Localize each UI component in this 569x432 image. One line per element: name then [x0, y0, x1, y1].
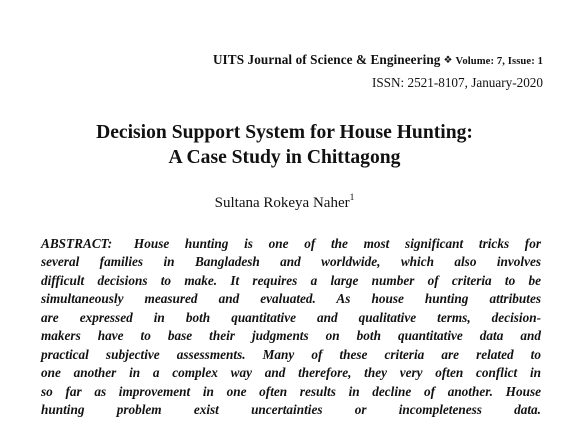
journal-header: [213, 52, 543, 68]
paper-title-line-2: A Case Study in Chittagong: [168, 147, 401, 168]
abstract-line: makers have to base their judgments on both quantitative data and: [41, 328, 541, 344]
affiliation-mark: 1: [349, 193, 355, 203]
abstract-line: simultaneously measured and evaluated. As house hunting attributes: [41, 291, 541, 307]
issn-date: ISSN: 2521-8107, January-2020: [371, 75, 543, 90]
abstract: [41, 235, 541, 420]
author: [0, 195, 569, 212]
paper-title: [0, 120, 569, 170]
abstract-label: ABSTRACT:: [41, 236, 113, 251]
journal-name: UITS Journal of Science & Engineering: [212, 52, 441, 67]
abstract-line: are expressed in both quantitative and qualitative terms, decision-: [41, 309, 541, 325]
abstract-line: hunting problem exist uncertainties or incompleteness data.: [41, 402, 541, 418]
abstract-line: several families in Bangladesh and worldwide, which also involves: [41, 254, 541, 270]
abstract-line: so far as improvement in one often results in decline of another. House: [41, 383, 541, 399]
abstract-line: [41, 235, 541, 253]
abstract-line: practical subjective assessments. Many of these criteria are related to: [41, 346, 541, 362]
volume-issue: Volume: 7, Issue: 1: [455, 56, 543, 67]
diamond-separator-icon: ❖: [443, 55, 453, 66]
abstract-line-text: House hunting is one of the most significant tricks for: [133, 236, 541, 251]
paper-title-line-1: Decision Support System for House Hunting:: [96, 122, 473, 143]
abstract-line: one another in a complex way and therefore, they very often conflict in: [41, 365, 541, 381]
author-name: Sultana Rokeya Naher: [214, 195, 350, 211]
abstract-line: difficult decisions to make. It requires a large number of criteria to be: [41, 272, 541, 288]
